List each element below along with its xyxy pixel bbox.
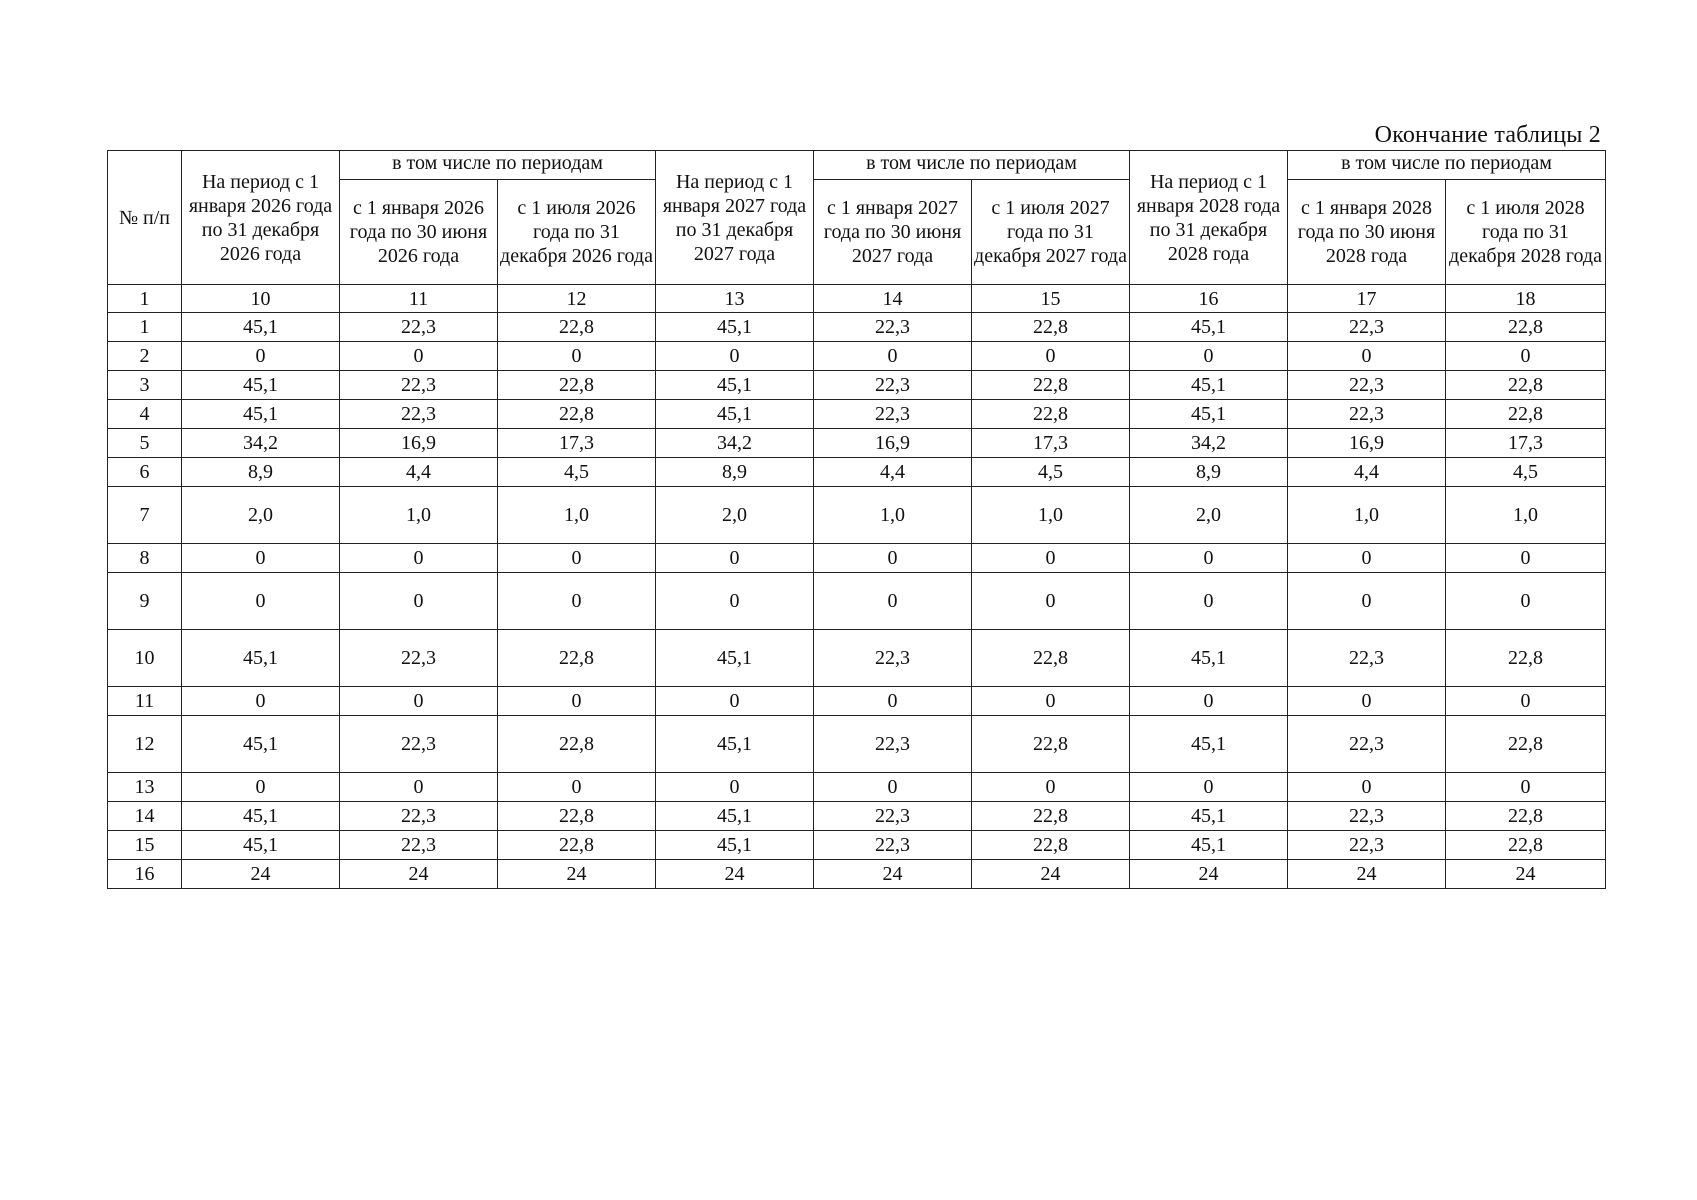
table-cell: 0 [498,573,656,630]
header-row-top [108,151,1606,180]
table-cell: 22,8 [972,716,1130,773]
table-cell: 0 [340,342,498,371]
table-cell: 22,8 [972,831,1130,860]
row-number: 6 [108,458,182,487]
table-cell: 22,8 [498,802,656,831]
table-cell: 45,1 [656,371,814,400]
table-cell: 2,0 [656,487,814,544]
table-cell: 0 [182,573,340,630]
table-cell: 1,0 [340,487,498,544]
table-cell: 0 [182,773,340,802]
table-cell: 22,8 [498,371,656,400]
table-cell: 0 [1446,687,1606,716]
table-cell: 24 [182,860,340,889]
table-row [108,831,1606,860]
table-cell: 22,8 [1446,371,1606,400]
table-cell: 0 [1130,773,1288,802]
table-cell: 0 [1130,544,1288,573]
table-cell: 0 [972,573,1130,630]
table-cell: 24 [498,860,656,889]
table-cell: 22,8 [972,313,1130,342]
table-cell: 0 [814,544,972,573]
table-cell: 0 [498,773,656,802]
column-header-total-2027: На период с 1 января 2027 года по 31 декабря 2027 года [656,151,814,285]
column-number: 13 [656,285,814,313]
column-number: 17 [1288,285,1446,313]
table-cell: 22,3 [1288,400,1446,429]
table-cell: 2,0 [182,487,340,544]
table-cell: 4,5 [1446,458,1606,487]
table-cell: 45,1 [182,371,340,400]
table-cell: 0 [1288,773,1446,802]
table-cell: 0 [1446,573,1606,630]
table-cell: 34,2 [1130,429,1288,458]
table-cell: 45,1 [1130,831,1288,860]
table-cell: 24 [1288,860,1446,889]
column-number: 11 [340,285,498,313]
table-cell: 1,0 [1446,487,1606,544]
table-cell: 22,3 [1288,313,1446,342]
table-cell: 8,9 [182,458,340,487]
table-cell: 0 [340,544,498,573]
column-group-2027: в том числе по периодам [814,151,1130,180]
table-cell: 45,1 [1130,400,1288,429]
table-cell: 8,9 [1130,458,1288,487]
table-cell: 0 [814,342,972,371]
row-number: 2 [108,342,182,371]
table-cell: 45,1 [182,400,340,429]
table-cell: 22,3 [340,716,498,773]
table-cell: 22,3 [814,716,972,773]
table-cell: 22,8 [498,630,656,687]
table-cell: 22,3 [340,802,498,831]
column-header-h1-2026: с 1 января 2026 года по 30 июня 2026 года [340,180,498,285]
table-cell: 0 [340,687,498,716]
table-cell: 34,2 [656,429,814,458]
table-cell: 45,1 [1130,313,1288,342]
table-cell: 24 [814,860,972,889]
table-cell: 22,8 [498,313,656,342]
table-cell: 22,3 [340,630,498,687]
column-group-2028: в том числе по периодам [1288,151,1606,180]
table-row [108,544,1606,573]
table-cell: 24 [1446,860,1606,889]
row-number: 9 [108,573,182,630]
table-cell: 22,8 [1446,716,1606,773]
table-cell: 0 [814,773,972,802]
row-number: 7 [108,487,182,544]
table-cell: 0 [972,773,1130,802]
table-cell: 22,8 [498,400,656,429]
table-row [108,487,1606,544]
table-row [108,342,1606,371]
table-cell: 4,5 [498,458,656,487]
table-cell: 0 [1130,687,1288,716]
table-cell: 34,2 [182,429,340,458]
table-body [108,285,1606,889]
table-cell: 0 [340,773,498,802]
column-number: 15 [972,285,1130,313]
column-header-h2-2028: с 1 июля 2028 года по 31 декабря 2028 года [1446,180,1606,285]
table-row [108,630,1606,687]
table-row [108,400,1606,429]
table-cell: 0 [814,687,972,716]
table-cell: 45,1 [656,716,814,773]
table-cell: 0 [1446,342,1606,371]
table-cell: 0 [1446,773,1606,802]
table-row [108,773,1606,802]
row-number: 15 [108,831,182,860]
table-cell: 45,1 [656,831,814,860]
table-cell: 16,9 [1288,429,1446,458]
column-number: 10 [182,285,340,313]
table-cell: 45,1 [182,716,340,773]
column-number: 18 [1446,285,1606,313]
table-cell: 0 [1288,342,1446,371]
table-cell: 22,3 [814,802,972,831]
table-cell: 45,1 [656,400,814,429]
table-cell: 22,3 [1288,831,1446,860]
table-cell: 4,4 [814,458,972,487]
table-cell: 0 [1288,573,1446,630]
column-header-h2-2026: с 1 июля 2026 года по 31 декабря 2026 года [498,180,656,285]
table-cell: 24 [340,860,498,889]
table-row [108,687,1606,716]
row-number: 1 [108,313,182,342]
table-row [108,716,1606,773]
table-cell: 0 [656,773,814,802]
table-cell: 24 [1130,860,1288,889]
table-cell: 1,0 [1288,487,1446,544]
column-number: 1 [108,285,182,313]
table-cell: 16,9 [814,429,972,458]
row-number: 12 [108,716,182,773]
table-row [108,860,1606,889]
table-cell: 45,1 [656,630,814,687]
table-cell: 22,8 [1446,802,1606,831]
table-cell: 22,3 [1288,802,1446,831]
table-cell: 24 [972,860,1130,889]
table-cell: 22,3 [340,400,498,429]
table-cell: 17,3 [972,429,1130,458]
table-cell: 17,3 [1446,429,1606,458]
table-cell: 22,8 [1446,313,1606,342]
table-cell: 45,1 [656,313,814,342]
table-cell: 16,9 [340,429,498,458]
table-cell: 22,3 [814,831,972,860]
column-header-h1-2028: с 1 января 2028 года по 30 июня 2028 года [1288,180,1446,285]
row-number: 10 [108,630,182,687]
table-cell: 4,5 [972,458,1130,487]
table-caption: Окончание таблицы 2 [1374,122,1601,148]
table-cell: 0 [1288,544,1446,573]
table-cell: 1,0 [972,487,1130,544]
table-cell: 0 [498,544,656,573]
table-cell: 22,3 [1288,630,1446,687]
row-number: 11 [108,687,182,716]
table-cell: 0 [972,342,1130,371]
table-cell: 22,8 [498,716,656,773]
table-cell: 0 [1130,342,1288,371]
table-cell: 45,1 [1130,371,1288,400]
table-cell: 22,3 [1288,716,1446,773]
row-number: 8 [108,544,182,573]
table-cell: 45,1 [182,802,340,831]
column-header-num: № п/п [108,151,182,285]
row-number: 14 [108,802,182,831]
data-table [107,150,1606,889]
table-cell: 1,0 [814,487,972,544]
table-cell: 45,1 [182,630,340,687]
table-cell: 17,3 [498,429,656,458]
table-cell: 0 [498,342,656,371]
table-cell: 0 [182,687,340,716]
table-cell: 4,4 [1288,458,1446,487]
table-row [108,458,1606,487]
table-cell: 0 [1288,687,1446,716]
table-cell: 45,1 [182,313,340,342]
column-header-h1-2027: с 1 января 2027 года по 30 июня 2027 года [814,180,972,285]
column-number: 16 [1130,285,1288,313]
table-cell: 22,8 [972,630,1130,687]
column-header-h2-2027: с 1 июля 2027 года по 31 декабря 2027 года [972,180,1130,285]
table-cell: 22,3 [1288,371,1446,400]
table-cell: 45,1 [1130,716,1288,773]
table-row [108,802,1606,831]
table-cell: 0 [814,573,972,630]
table-cell: 22,3 [814,313,972,342]
table-cell: 45,1 [182,831,340,860]
table-cell: 22,8 [1446,831,1606,860]
table-cell: 22,3 [814,400,972,429]
table-cell: 22,8 [498,831,656,860]
table-cell: 0 [1446,544,1606,573]
table-cell: 0 [656,342,814,371]
table-cell: 22,3 [340,831,498,860]
table-cell: 0 [656,687,814,716]
table-cell: 0 [656,544,814,573]
column-header-total-2028: На период с 1 января 2028 года по 31 декабря 2028 года [1130,151,1288,285]
table-cell: 8,9 [656,458,814,487]
table-cell: 0 [972,544,1130,573]
table-cell: 22,3 [814,371,972,400]
table-cell: 22,3 [340,313,498,342]
table-cell: 45,1 [1130,630,1288,687]
table-cell: 22,3 [340,371,498,400]
column-number-row [108,285,1606,313]
table-cell: 22,8 [972,802,1130,831]
table-cell: 0 [340,573,498,630]
table-cell: 22,8 [972,371,1130,400]
column-number: 12 [498,285,656,313]
table-cell: 22,8 [1446,400,1606,429]
table-cell: 45,1 [656,802,814,831]
row-number: 3 [108,371,182,400]
table-row [108,573,1606,630]
table-cell: 45,1 [1130,802,1288,831]
table-cell: 22,8 [972,400,1130,429]
column-header-total-2026: На период с 1 января 2026 года по 31 декабря 2026 года [182,151,340,285]
table-cell: 1,0 [498,487,656,544]
table-cell: 0 [656,573,814,630]
column-number: 14 [814,285,972,313]
table-cell: 0 [182,342,340,371]
row-number: 13 [108,773,182,802]
table-row [108,371,1606,400]
table-cell: 0 [182,544,340,573]
row-number: 16 [108,860,182,889]
table-cell: 22,8 [1446,630,1606,687]
table-cell: 0 [1130,573,1288,630]
table-cell: 2,0 [1130,487,1288,544]
row-number: 4 [108,400,182,429]
table-cell: 22,3 [814,630,972,687]
table-cell: 0 [498,687,656,716]
column-group-2026: в том числе по периодам [340,151,656,180]
table-row [108,313,1606,342]
table-cell: 24 [656,860,814,889]
table-cell: 0 [972,687,1130,716]
table-cell: 4,4 [340,458,498,487]
table-row [108,429,1606,458]
row-number: 5 [108,429,182,458]
